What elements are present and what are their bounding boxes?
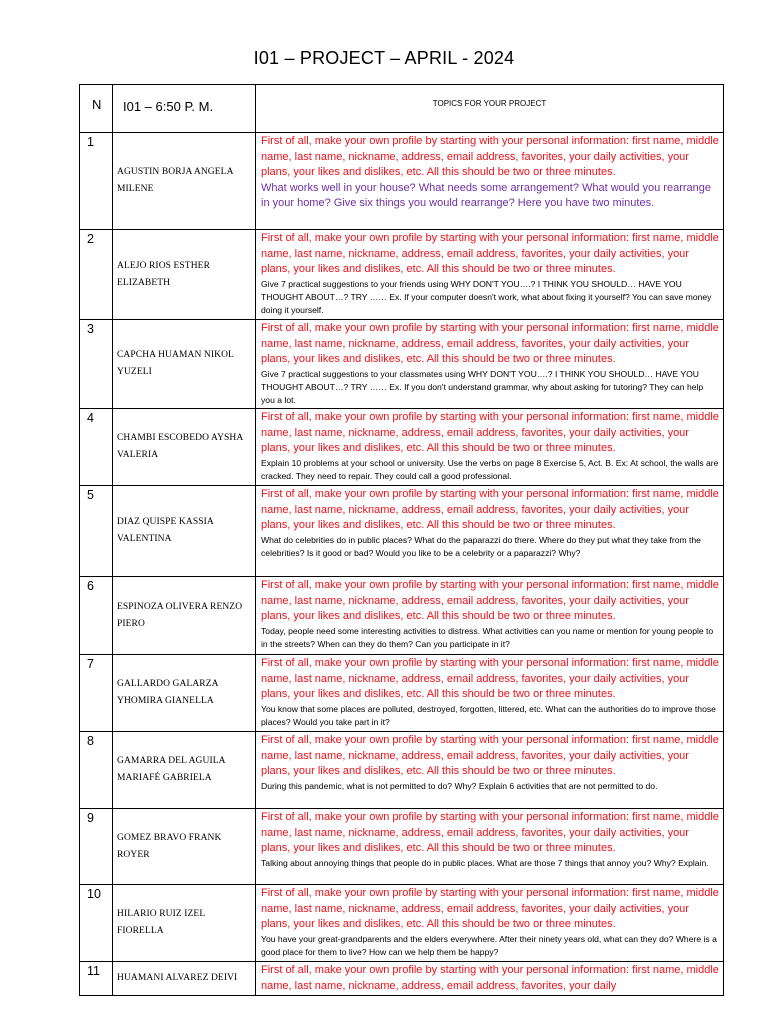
table-row: [80, 133, 724, 230]
row-number: 5: [80, 486, 113, 577]
topic-text: What works well in your house? What needs some arrangement? What would you rearrange in your home? Give six things you would rearrange? Here you have two minutes.: [261, 181, 712, 209]
student-name: GAMARRA DEL AGUILA MARIAFÉ GABRIELA: [113, 732, 256, 809]
topic-cell: [256, 732, 724, 809]
topic-cell: [256, 486, 724, 577]
table-row: [80, 230, 724, 320]
row-number: 1: [80, 133, 113, 230]
profile-instructions: First of all, make your own profile by starting with your personal information: first name, middle name, last name, nickname, address, email address, favorites, your daily activities, your plans, your likes and dislikes, etc. All this should be two or three minutes.: [261, 811, 719, 854]
topic-text: Give 7 practical suggestions to your classmates using WHY DON'T YOU….? I THINK YOU SHOULD… HAVE YOU THOUGHT ABOUT…? TRY …… Ex. If you don't understand grammar, why about asking for tutoring? They can help you a lot.: [261, 368, 704, 405]
profile-instructions: First of all, make your own profile by starting with your personal information: first name, middle name, last name, nickname, address, email address, favorites, your daily activities, your plans, your likes and dislikes, etc. All this should be two or three minutes.: [261, 322, 719, 365]
table-header-row: [80, 85, 724, 133]
row-number: 6: [80, 577, 113, 655]
topic-text: You have your great-grandparents and the elders everywhere. After their ninety years old, what can they do? Where is a good place for them to live? How can we help them be happy?: [261, 933, 717, 957]
topic-text: You know that some places are polluted, destroyed, forgotten, littered, etc. What can the authorities do to improve those places? Would you take part in it?: [261, 703, 716, 727]
topic-cell: [256, 230, 724, 320]
student-name: ALEJO RIOS ESTHER ELIZABETH: [113, 230, 256, 320]
profile-instructions: First of all, make your own profile by starting with your personal information: first name, middle name, last name, nickname, address, email address, favorites, your daily activities, your plans, your likes and dislikes, etc. All this should be two or three minutes.: [261, 135, 719, 178]
student-name: HUAMANI ALVAREZ DEIVI: [113, 962, 256, 996]
table-row: [80, 577, 724, 655]
topic-cell: [256, 409, 724, 486]
student-name: DIAZ QUISPE KASSIA VALENTINA: [113, 486, 256, 577]
table-row: [80, 809, 724, 885]
row-number: 11: [80, 962, 113, 996]
row-number: 2: [80, 230, 113, 320]
row-number: 8: [80, 732, 113, 809]
topic-text: Talking about annoying things that people do in public places. What are those 7 things that annoy you? Why? Explain.: [261, 857, 709, 868]
student-name: AGUSTIN BORJA ANGELA MILENE: [113, 133, 256, 230]
row-number: 9: [80, 809, 113, 885]
topic-cell: [256, 133, 724, 230]
table-row: [80, 320, 724, 409]
header-n: N: [80, 85, 113, 133]
student-name: ESPINOZA OLIVERA RENZO PIERO: [113, 577, 256, 655]
topic-text: During this pandemic, what is not permitted to do? Why? Explain 6 activities that are not permitted to do.: [261, 780, 658, 791]
table-row: [80, 962, 724, 996]
topic-text: What do celebrities do in public places? What do the paparazzi do there. Where do they put what they take from the celebrities? Is it good or bad? Would you like to be a celebrity or a paparazzi? Why?: [261, 534, 701, 558]
row-number: 7: [80, 655, 113, 732]
row-number: 3: [80, 320, 113, 409]
student-name: CHAMBI ESCOBEDO AYSHA VALERIA: [113, 409, 256, 486]
row-number: 4: [80, 409, 113, 486]
topic-cell: [256, 962, 724, 996]
student-name: CAPCHA HUAMAN NIKOL YUZELI: [113, 320, 256, 409]
topic-cell: [256, 320, 724, 409]
header-class: I01 – 6:50 P. M.: [113, 85, 256, 133]
topic-cell: [256, 809, 724, 885]
topic-text: Explain 10 problems at your school or university. Use the verbs on page 8 Exercise 5, Act. B. Ex: At school, the walls are cracked. They need to repair. They could call a good professional.: [261, 457, 719, 481]
header-topics: TOPICS FOR YOUR PROJECT: [256, 85, 724, 133]
student-name: HILARIO RUIZ IZEL FIORELLA: [113, 885, 256, 962]
topic-text: Today, people need some interesting activities to distress. What activities can you name or mention for young people to in the streets? When can they do them? Can you participate in it?: [261, 625, 714, 649]
table-row: [80, 655, 724, 732]
profile-instructions: First of all, make your own profile by starting with your personal information: first name, middle name, last name, nickname, address, email address, favorites, your daily activities, your plans, your likes and dislikes, etc. All this should be two or three minutes.: [261, 232, 719, 275]
profile-instructions: First of all, make your own profile by starting with your personal information: first name, middle name, last name, nickname, address, email address, favorites, your daily activities, your plans, your likes and dislikes, etc. All this should be two or three minutes.: [261, 579, 719, 622]
profile-instructions: First of all, make your own profile by starting with your personal information: first name, middle name, last name, nickname, address, email address, favorites, your daily activities, your plans, your likes and dislikes, etc. All this should be two or three minutes.: [261, 887, 719, 930]
page-title: I01 – PROJECT – APRIL - 2024: [253, 48, 515, 68]
topic-cell: [256, 655, 724, 732]
table-row: [80, 885, 724, 962]
profile-instructions: First of all, make your own profile by starting with your personal information: first name, middle name, last name, nickname, address, email address, favorites, your daily activities, your plans, your likes and dislikes, etc. All this should be two or three minutes.: [261, 734, 719, 777]
profile-instructions: First of all, make your own profile by starting with your personal information: first name, middle name, last name, nickname, address, email address, favorites, your daily activities, your plans, your likes and dislikes, etc. All this should be two or three minutes.: [261, 657, 719, 700]
table-row: [80, 409, 724, 486]
topic-cell: [256, 577, 724, 655]
student-name: GOMEZ BRAVO FRANK ROYER: [113, 809, 256, 885]
student-name: GALLARDO GALARZA YHOMIRA GIANELLA: [113, 655, 256, 732]
profile-instructions: First of all, make your own profile by starting with your personal information: first name, middle name, last name, nickname, address, email address, favorites, your daily activities, your plans, your likes and dislikes, etc. All this should be two or three minutes.: [261, 411, 719, 454]
project-table: [79, 84, 724, 996]
row-number: 10: [80, 885, 113, 962]
profile-instructions: First of all, make your own profile by starting with your personal information: first name, middle name, last name, nickname, address, email address, favorites, your daily: [261, 964, 719, 992]
profile-instructions: First of all, make your own profile by starting with your personal information: first name, middle name, last name, nickname, address, email address, favorites, your daily activities, your plans, your likes and dislikes, etc. All this should be two or three minutes.: [261, 488, 719, 531]
table-row: [80, 732, 724, 809]
table-row: [80, 486, 724, 577]
topic-cell: [256, 885, 724, 962]
topic-text: Give 7 practical suggestions to your friends using WHY DON'T YOU….? I THINK YOU SHOULD… HAVE YOU THOUGHT ABOUT…? TRY …… Ex. If your computer doesn't work, what about fixing it yourself? You can save money doing it yourself.: [261, 278, 712, 315]
